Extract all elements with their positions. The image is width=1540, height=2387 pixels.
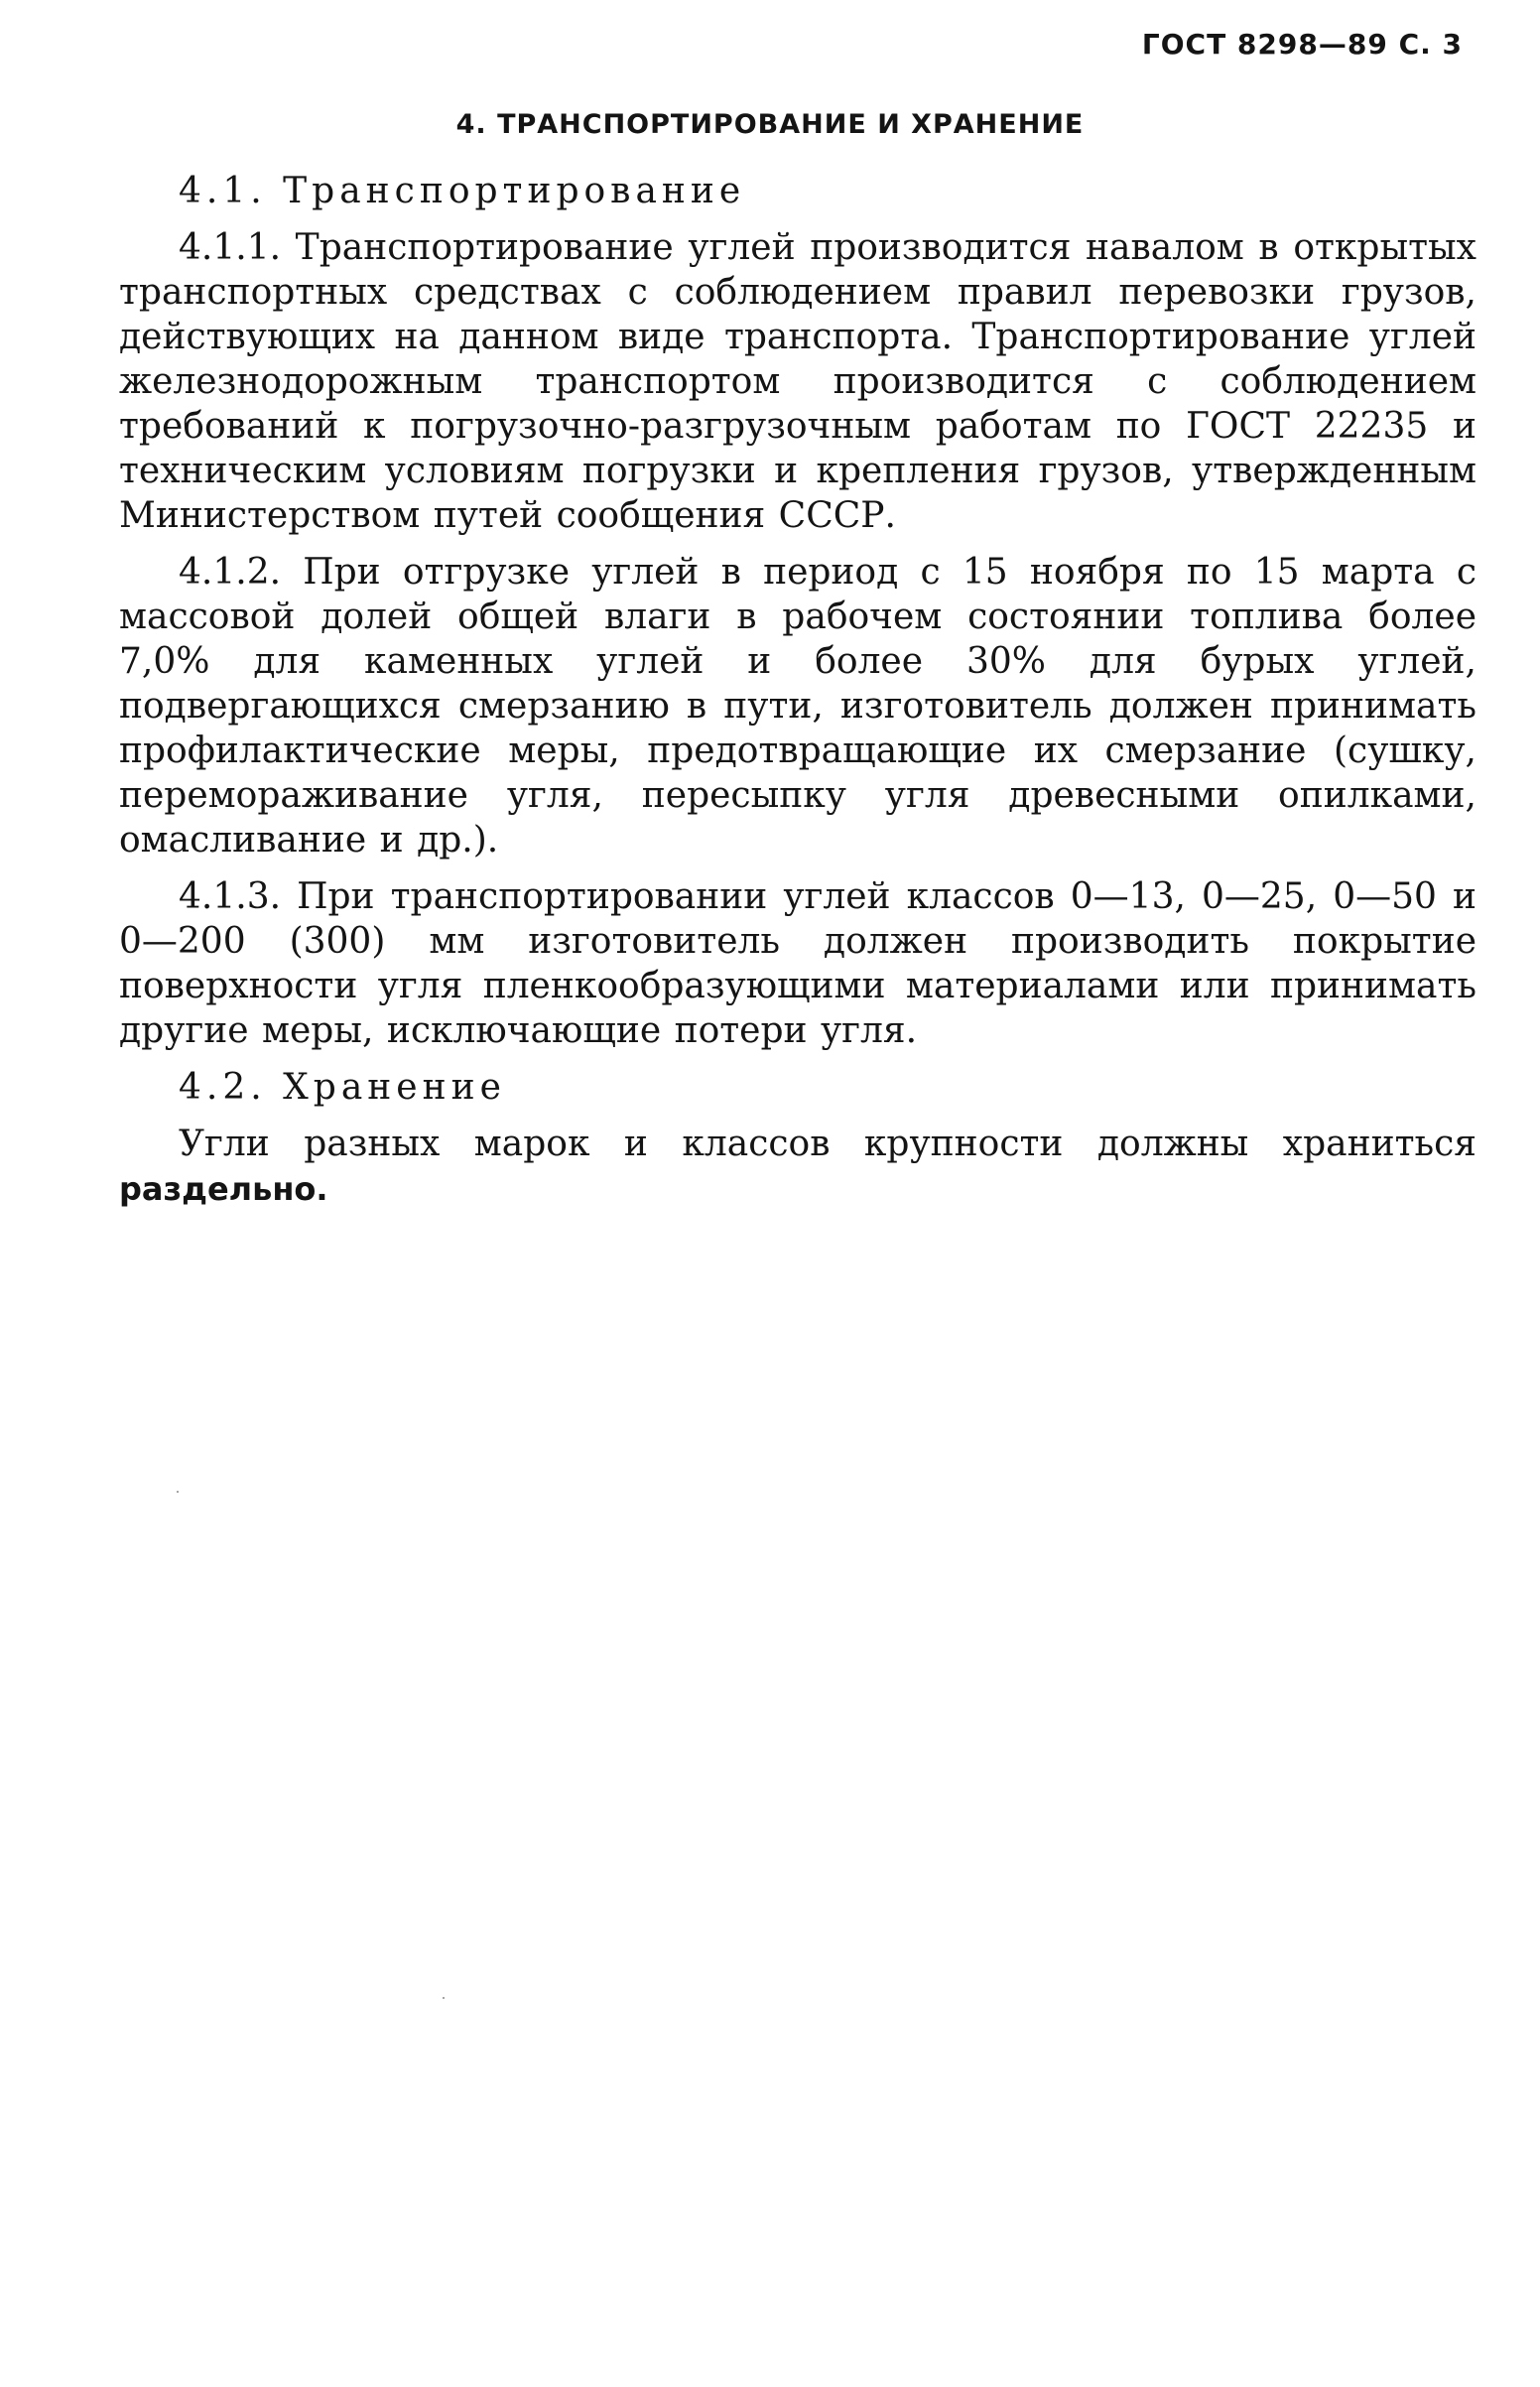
paragraph-4-1-3: 4.1.3. При транспортировании углей классов 0—13, 0—25, 0—50 и 0—200 (300) мм изготовитель должен производить покрытие поверхности угля пленкообразующими материалами или принимать другие меры, исключающие потери угля. [119,876,1476,1051]
paragraph-4-1-1: 4.1.1. Транспортирование углей производится навалом в открытых транспортных средствах с соблюдением правил перевозки грузов, действующих на данном виде транспорта. Транспортирование углей железнодорожным транспортом производится с соблюдением требований к погрузочно-разгрузочным работам по ГОСТ 22235 и техническим условиям погрузки и крепления грузов, утвержденным Министерством путей сообщения СССР. [119,227,1476,536]
subsection-number: 4.2. [179,1067,267,1108]
body-text [119,169,1476,1224]
storage-text-end: раздельно. [119,1170,328,1208]
storage-text: Угли разных марок и классов крупности должны храниться [179,1124,1476,1164]
section-title: 4. ТРАНСПОРТИРОВАНИЕ И ХРАНЕНИЕ [455,109,1085,140]
paragraph-storage [119,1122,1476,1212]
subsection-number: 4.1. [179,171,267,211]
scan-speck [177,1491,179,1493]
subsection-title: Транспортирование [283,171,746,211]
paragraph-4-1-2: 4.1.2. При отгрузке углей в период с 15 ноября по 15 марта с массовой долей общей влаги в рабочем состоянии топлива более 7,0% для каменных углей и более 30% для бурых углей, подвергающихся смерзанию в пути, изготовитель должен принимать профилактические меры, предотвращающие их смерзание (сушку, перемораживание угля, пересыпку угля древесными опилками, омасливание и др.). [119,552,1476,861]
scan-speck [443,1997,445,1999]
subsection-heading-4-2 [119,1065,1476,1110]
subsection-title: Хранение [283,1067,506,1108]
running-header: ГОСТ 8298—89 С. 3 [1141,28,1463,61]
subsection-heading-4-1 [119,169,1476,213]
